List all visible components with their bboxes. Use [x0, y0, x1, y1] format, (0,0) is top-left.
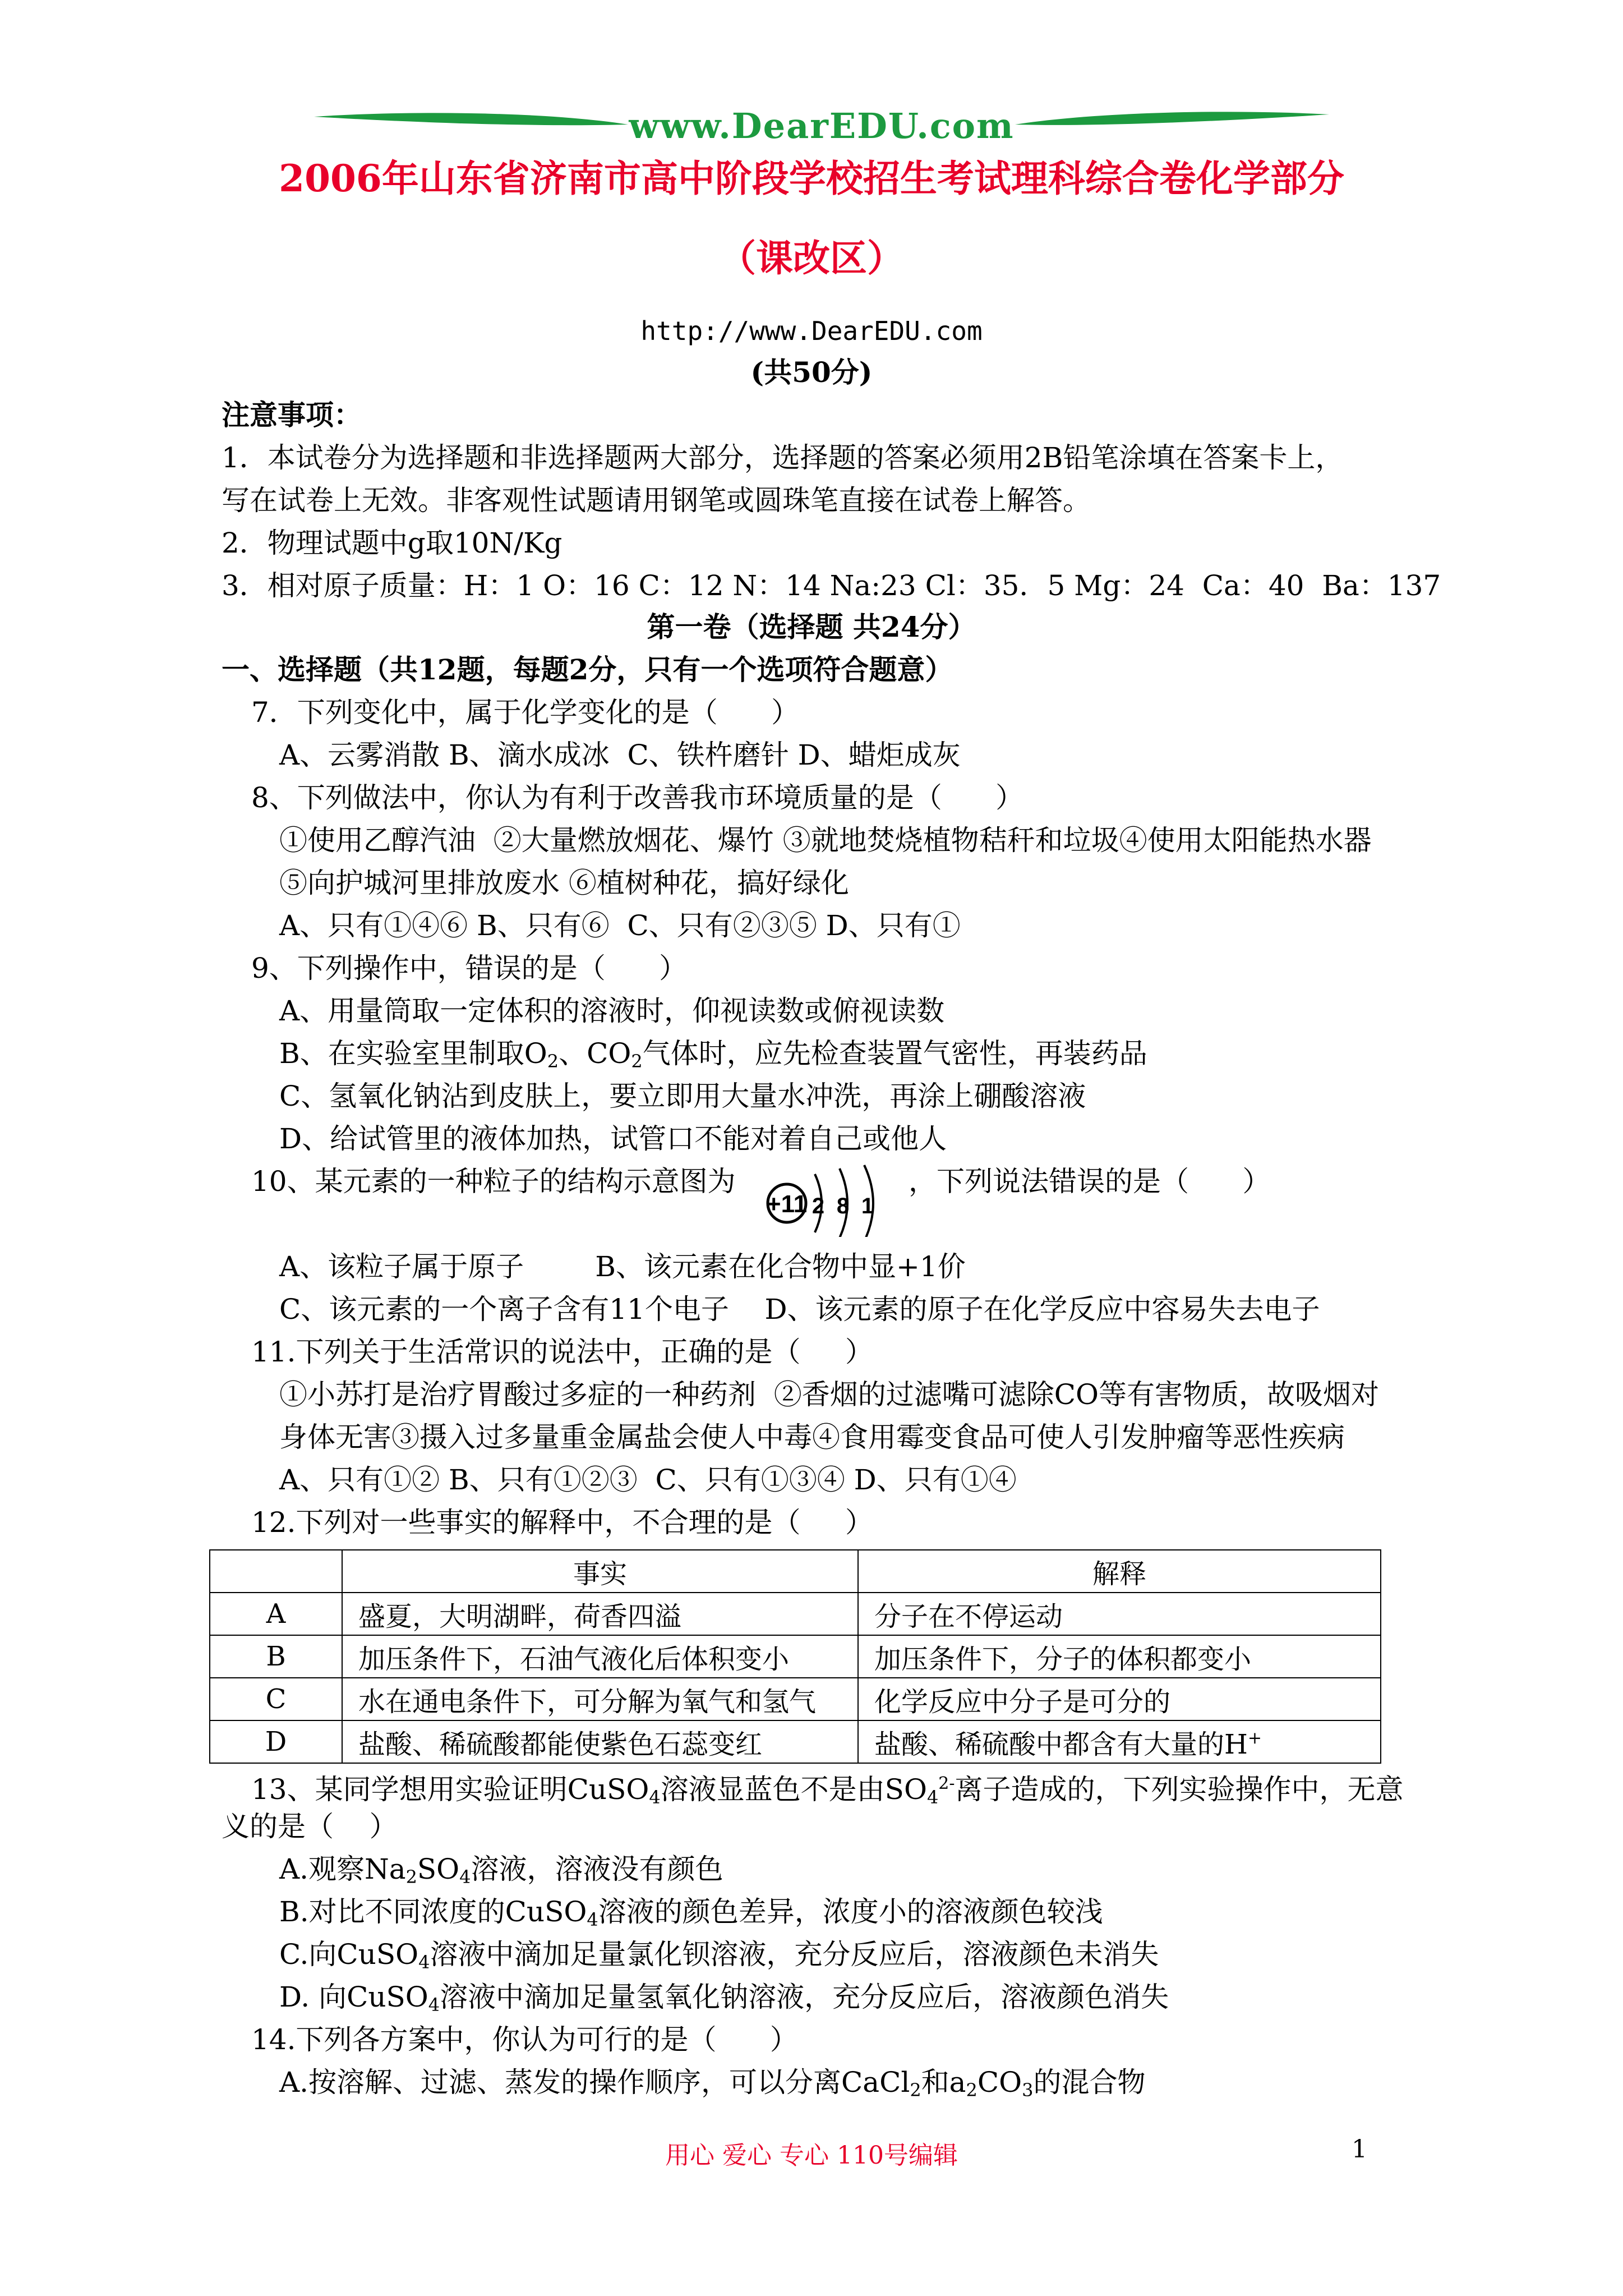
table-cell: 加压条件下，石油气液化后体积变小 [342, 1635, 858, 1678]
q14-stem: 14.下列各方案中，你认为可行的是（ ） [251, 2023, 798, 2056]
table-header-row [210, 1550, 1381, 1593]
q12-table [209, 1549, 1381, 1764]
table-cell: 盐酸、稀硫酸都能使紫色石蕊变红 [342, 1720, 858, 1763]
q10-stem-a: 10、某元素的一种粒子的结构示意图为 [251, 1165, 736, 1198]
q8-options: A、只有①④⑥ B、只有⑥ C、只有②③⑤ D、只有① [279, 909, 961, 942]
q12-stem: 12.下列对一些事实的解释中，不合理的是（ ） [251, 1506, 873, 1539]
section-one-heading: 一、选择题（共12题，每题2分，只有一个选项符合题意） [222, 653, 953, 686]
q8-stem: 8、下列做法中，你认为有利于改善我市环境质量的是（ ） [251, 781, 1024, 814]
q10-options-ab: A、该粒子属于原子 B、该元素在化合物中显+1价 [279, 1250, 966, 1283]
source-url: http://www.DearEDU.com [640, 316, 983, 346]
q9-stem: 9、下列操作中，错误的是（ ） [251, 952, 688, 984]
title-line1: 2006年山东省济南市高中阶段学校招生考试理科综合卷化学部分 [279, 157, 1344, 200]
q13-option-a: A.观察$Na_2SO_4$溶液，溶液没有颜色 [279, 1853, 723, 1888]
page-footer: 用心 爱心 专心 110号编辑 [665, 2141, 958, 2170]
q13-option-c: C.向CuSO$_4$溶液中滴加足量氯化钡溶液，充分反应后，溶液颜色未消失 [279, 1938, 1159, 1973]
table-row [210, 1720, 1381, 1763]
notes-heading: 注意事项： [222, 398, 362, 431]
q7-options: A、云雾消散 B、滴水成冰 C、铁杵磨针 D、蜡炬成灰 [279, 739, 961, 771]
table-cell: 盐酸、稀硫酸中都含有大量的H+ [858, 1720, 1381, 1763]
table-cell: 化学反应中分子是可分的 [858, 1678, 1381, 1720]
q9-option-a: A、用量筒取一定体积的溶液时，仰视读数或俯视读数 [279, 995, 945, 1027]
table-header-cell: 事实 [342, 1550, 858, 1593]
q11-items-1: ①小苏打是治疗胃酸过多症的一种药剂 ②香烟的过滤嘴可滤除CO等有害物质，故吸烟对 [279, 1378, 1380, 1411]
q8-items-2: ⑤向护城河里排放废水 ⑥植树种花，搞好绿化 [279, 867, 849, 899]
q8-items-1: ①使用乙醇汽油 ②大量燃放烟花、爆竹 ③就地焚烧植物秸秆和垃圾④使用太阳能热水器 [279, 824, 1372, 857]
banner-text: www.DearEDU.com [629, 105, 1015, 146]
q10-options-cd: C、该元素的一个离子含有11个电子 D、该元素的原子在化学反应中容易失去电子 [279, 1293, 1320, 1326]
table-cell: 水在通电条件下，可分解为氧气和氢气 [342, 1678, 858, 1720]
table-cell: 加压条件下，分子的体积都变小 [858, 1635, 1381, 1678]
shell-electrons-3: 1 [861, 1194, 874, 1218]
part-one-heading: 第一卷（选择题 共24分） [647, 610, 976, 643]
atom-structure-diagram [760, 1158, 895, 1237]
note-2: 2．物理试题中g取10N/Kg [222, 527, 562, 559]
q7-stem: 7．下列变化中，属于化学变化的是（ ） [251, 696, 800, 729]
q9-option-b: B、在实验室里制取$O_2$、$CO_2$气体时，应先检查装置气密性，再装药品 [279, 1037, 1147, 1072]
table-header-cell: 解释 [858, 1550, 1381, 1593]
nucleus-charge: +11 [766, 1190, 808, 1218]
q11-items-2: 身体无害③摄入过多量重金属盐会使人中毒④食用霉变食品可使人引发肿瘤等恶性疾病 [279, 1421, 1345, 1453]
note-1b: 写在试卷上无效。非客观性试题请用钢笔或圆珠笔直接在试卷上解答。 [222, 484, 1091, 517]
table-cell: 分子在不停运动 [858, 1593, 1381, 1635]
page-number: 1 [1352, 2135, 1367, 2164]
table-header-cell [210, 1550, 342, 1593]
table-cell: D [210, 1720, 342, 1763]
table-row [210, 1635, 1381, 1678]
q10-stem-b: ，下列说法错误的是（ ） [909, 1165, 1271, 1198]
table-cell: 盛夏，大明湖畔，荷香四溢 [342, 1593, 858, 1635]
q13-option-b: B.对比不同浓度的CuSO$_4$溶液的颜色差异，浓度小的溶液颜色较浅 [279, 1895, 1103, 1930]
q13-option-d: D. 向CuSO$_4$溶液中滴加足量氢氧化钠溶液，充分反应后，溶液颜色消失 [279, 1981, 1169, 2016]
table-cell: A [210, 1593, 342, 1635]
q11-options: A、只有①② B、只有①②③ C、只有①③④ D、只有①④ [279, 1464, 1017, 1496]
table-cell: C [210, 1678, 342, 1720]
shell-electrons-2: 8 [836, 1194, 850, 1218]
table-cell: B [210, 1635, 342, 1678]
q9-option-d: D、给试管里的液体加热，试管口不能对着自己或他人 [279, 1122, 947, 1155]
note-3: 3．相对原子质量：H：1 O：16 C：12 N：14 Na:23 Cl：35．5 Mg：24 Ca：40 Ba：137 [222, 569, 1441, 602]
q13-stem-b: 义的是（ ） [222, 1810, 398, 1843]
site-banner [314, 95, 1329, 157]
table-row [210, 1593, 1381, 1635]
shell-electrons-1: 2 [811, 1194, 825, 1218]
total-score: (共50分) [750, 356, 873, 389]
q13-stem-a: 13、某同学想用实验证明CuSO$_4$溶液显蓝色不是由$SO_4^{2-}$离子造成的，下列实验操作中，无意 [251, 1773, 1404, 1808]
q11-stem: 11.下列关于生活常识的说法中，正确的是（ ） [251, 1336, 873, 1368]
table-row [210, 1678, 1381, 1720]
title-line2: （课改区） [719, 236, 904, 280]
note-1a: 1．本试卷分为选择题和非选择题两大部分，选择题的答案必须用2B铅笔涂填在答案卡上， [222, 441, 1344, 474]
q9-option-c: C、氢氧化钠沾到皮肤上，要立即用大量水冲洗，再涂上硼酸溶液 [279, 1080, 1086, 1112]
q14-option-a: A.按溶解、过滤、蒸发的操作顺序，可以分离CaCl$_2$和$a_2CO_3$的混合物 [279, 2066, 1146, 2101]
